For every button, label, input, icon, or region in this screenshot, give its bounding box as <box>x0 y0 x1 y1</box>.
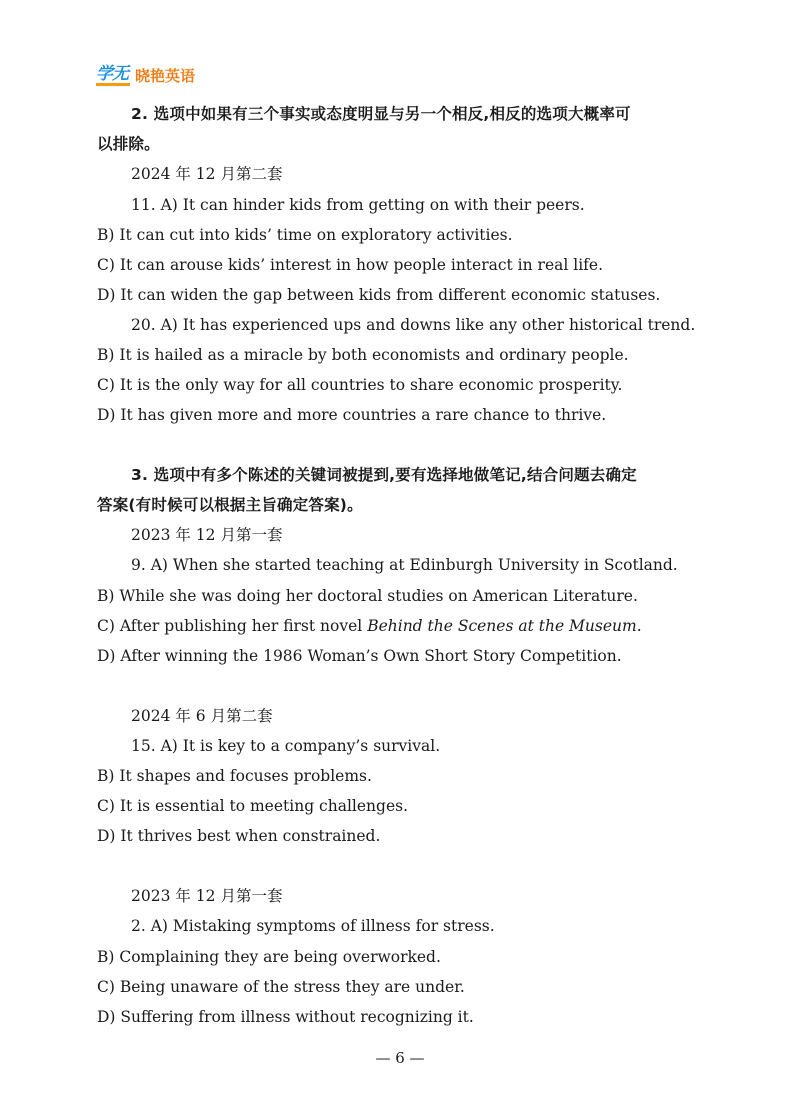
option-line: 2. A) Mistaking symptoms of illness for stress. <box>131 917 495 935</box>
section3-heading-line2: 答案(有时候可以根据主旨确定答案)。 <box>97 496 363 514</box>
option-line <box>97 616 642 636</box>
option-line: 20. A) It has experienced ups and downs like any other historical trend. <box>131 316 696 334</box>
source-label: 2023 年 12 月第一套 <box>131 887 283 905</box>
option-line: B) It can cut into kids’ time on exploratory activities. <box>97 226 513 244</box>
source-label: 2024 年 6 月第二套 <box>131 707 273 725</box>
logo-mark: 学无 <box>96 63 128 84</box>
page-number: — 6 — <box>375 1049 425 1067</box>
section3-heading-line1: 3. 选项中有多个陈述的关键词被提到,要有选择地做笔记,结合问题去确定 <box>131 466 637 484</box>
brand-logo <box>96 64 195 86</box>
logo-text: 晓艳英语 <box>135 66 196 85</box>
option-line: 11. A) It can hinder kids from getting on with their peers. <box>131 196 585 214</box>
option-line: C) It can arouse kids’ interest in how people interact in real life. <box>97 256 604 274</box>
option-line: D) It can widen the gap between kids from different economic statuses. <box>97 286 661 304</box>
option-line: C) It is essential to meeting challenges. <box>97 797 408 815</box>
option-line: B) It is hailed as a miracle by both economists and ordinary people. <box>97 346 629 364</box>
option-line: 15. A) It is key to a company’s survival. <box>131 737 441 755</box>
novel-title: Behind the Scenes at the Museum <box>367 617 637 635</box>
option-line: D) After winning the 1986 Woman’s Own Short Story Competition. <box>97 647 622 665</box>
option-suffix: . <box>636 617 642 635</box>
option-line: D) It thrives best when constrained. <box>97 827 381 845</box>
section2-heading-line2: 以排除。 <box>97 135 160 153</box>
option-line: 9. A) When she started teaching at Edinburgh University in Scotland. <box>131 556 678 574</box>
option-line: B) While she was doing her doctoral studies on American Literature. <box>97 587 638 605</box>
section2-heading-line1: 2. 选项中如果有三个事实或态度明显与另一个相反,相反的选项大概率可 <box>131 105 631 123</box>
option-line: C) It is the only way for all countries to share economic prosperity. <box>97 376 623 394</box>
option-line: B) Complaining they are being overworked. <box>97 948 441 966</box>
option-line: D) It has given more and more countries a rare chance to thrive. <box>97 406 607 424</box>
option-line: C) Being unaware of the stress they are under. <box>97 978 465 996</box>
source-label: 2024 年 12 月第二套 <box>131 165 283 183</box>
source-label: 2023 年 12 月第一套 <box>131 526 283 544</box>
option-line: D) Suffering from illness without recognizing it. <box>97 1008 474 1026</box>
option-line: B) It shapes and focuses problems. <box>97 767 372 785</box>
option-text: C) After publishing her first novel <box>97 617 368 635</box>
